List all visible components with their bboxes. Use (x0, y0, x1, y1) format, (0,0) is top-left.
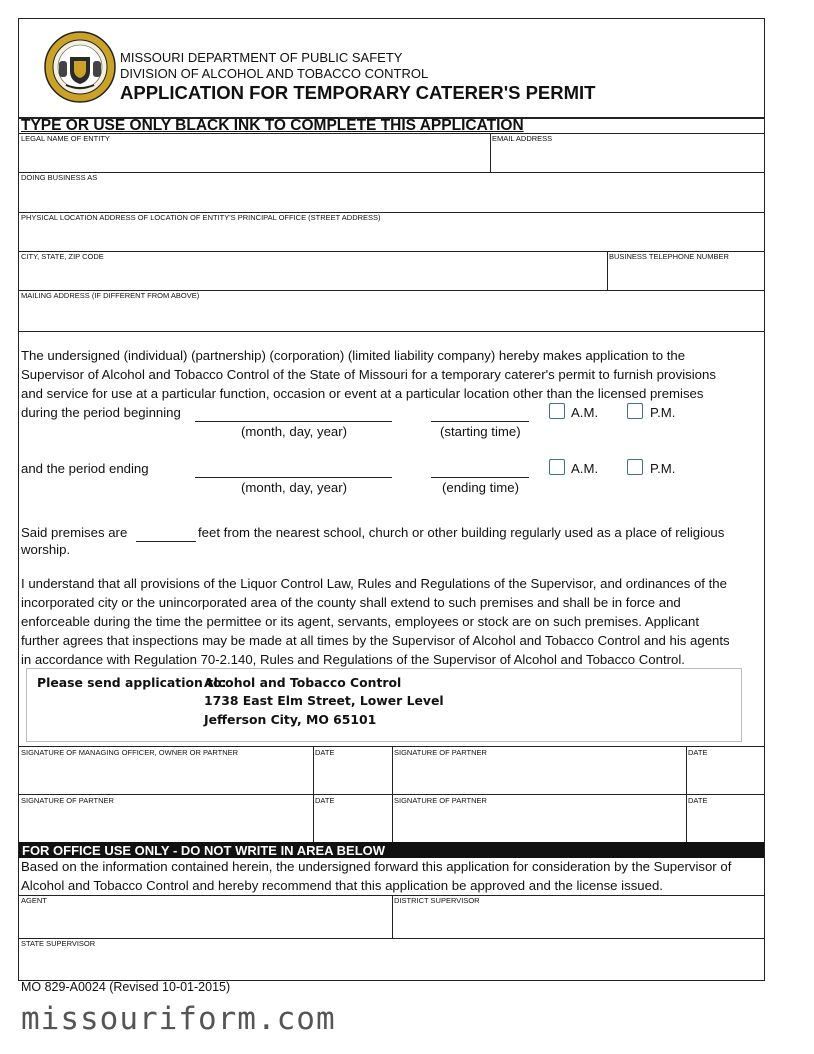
divider (392, 895, 393, 938)
application-text-2: Supervisor of Alcohol and Tobacco Control of the State of Missouri for a temporary caterer's permit to furnish provisions (21, 367, 716, 382)
understanding-text-5: in accordance with Regulation 70-2.140, Rules and Regulations of the Supervisor of Alcohol and Tobacco Control. (21, 652, 685, 667)
date-label: DATE (688, 748, 708, 757)
understanding-text-3: enforceable during the time the permittee or its agent, servants, employees or stock are on such premises. Applicant (21, 614, 700, 629)
district-supervisor-label: DISTRICT SUPERVISOR (394, 896, 480, 905)
division-name: DIVISION OF ALCOHOL AND TOBACCO CONTROL (120, 66, 429, 81)
partner-signature-label: SIGNATURE OF PARTNER (394, 748, 487, 757)
divider (607, 251, 608, 291)
divider (18, 331, 765, 332)
office-use-banner: FOR OFFICE USE ONLY - DO NOT WRITE IN AREA BELOW (19, 842, 764, 858)
begin-pm-label: P.M. (650, 405, 676, 420)
application-text-1: The undersigned (individual) (partnership) (corporation) (limited liability company) hereby makes application to the (21, 348, 686, 363)
end-date-caption: (month, day, year) (241, 480, 348, 495)
understanding-text-1: I understand that all provisions of the Liquor Control Law, Rules and Regulations of the Supervisor, and ordinances of the (21, 576, 727, 591)
partner-signature-label: SIGNATURE OF PARTNER (21, 796, 114, 805)
missouri-seal-icon (44, 31, 116, 103)
department-name: MISSOURI DEPARTMENT OF PUBLIC SAFETY (120, 50, 403, 65)
divider (18, 794, 765, 795)
premises-text-pre: Said premises are (21, 525, 128, 540)
dba-label: DOING BUSINESS AS (21, 173, 98, 182)
send-to-city: Jefferson City, MO 65101 (204, 712, 377, 727)
end-pm-label: P.M. (650, 461, 676, 476)
understanding-text-4: further agrees that inspections may be made at all times by the Supervisor of Alcohol and Tobacco Control and his agents (21, 633, 730, 648)
physical-address-label: PHYSICAL LOCATION ADDRESS OF LOCATION OF ENTITY'S PRINCIPAL OFFICE (STREET ADDRESS) (21, 213, 381, 222)
send-to-name: Alcohol and Tobacco Control (204, 675, 402, 690)
begin-am-label: A.M. (571, 405, 599, 420)
office-use-text-1: Based on the information contained herein, the undersigned forward this application for consideration by the Supervisor of (21, 859, 732, 874)
state-supervisor-label: STATE SUPERVISOR (21, 939, 96, 948)
send-to-label: Please send application to: (37, 675, 227, 690)
application-text-3: and service for use at a particular function, occasion or event at a particular location other than the licensed premises (21, 386, 704, 401)
divider (18, 172, 765, 173)
city-state-zip-label: CITY, STATE, ZIP CODE (21, 252, 104, 261)
end-am-label: A.M. (571, 461, 599, 476)
understanding-text-2: incorporated city or the unincorporated area of the county shall extend to such premises and shall be in force and (21, 595, 681, 610)
date-label: DATE (315, 796, 335, 805)
agent-label: AGENT (21, 896, 47, 905)
form-number: MO 829-A0024 (Revised 10-01-2015) (21, 980, 231, 994)
divider (18, 938, 765, 939)
send-to-street: 1738 East Elm Street, Lower Level (204, 693, 444, 708)
ending-time-caption: (ending time) (442, 480, 519, 495)
business-phone-label: BUSINESS TELEPHONE NUMBER (609, 252, 729, 261)
distance-feet-blank[interactable] (136, 541, 196, 542)
begin-pm-checkbox[interactable] (627, 403, 643, 419)
end-pm-checkbox[interactable] (627, 459, 643, 475)
partner-signature-label: SIGNATURE OF PARTNER (394, 796, 487, 805)
begin-am-checkbox[interactable] (549, 403, 565, 419)
watermark: missouriform.com (21, 1001, 336, 1037)
email-label: EMAIL ADDRESS (492, 134, 553, 143)
date-label: DATE (688, 796, 708, 805)
ink-instruction: TYPE OR USE ONLY BLACK INK TO COMPLETE THIS APPLICATION (21, 117, 524, 134)
premises-text-line2: worship. (21, 542, 71, 557)
form-title: APPLICATION FOR TEMPORARY CATERER'S PERMIT (120, 82, 596, 103)
starting-time-caption: (starting time) (440, 424, 521, 439)
office-use-text-2: Alcohol and Tobacco Control and hereby recommend that this application be approved and the license issued. (21, 878, 663, 893)
period-beginning-label: during the period beginning (21, 405, 181, 420)
date-label: DATE (315, 748, 335, 757)
managing-signature-label: SIGNATURE OF MANAGING OFFICER, OWNER OR PARTNER (21, 748, 239, 757)
end-am-checkbox[interactable] (549, 459, 565, 475)
begin-date-caption: (month, day, year) (241, 424, 348, 439)
legal-name-label: LEGAL NAME OF ENTITY (21, 134, 110, 143)
divider (490, 133, 491, 173)
premises-text-post: feet from the nearest school, church or other building regularly used as a place of religious (198, 525, 725, 540)
mailing-address-label: MAILING ADDRESS (IF DIFFERENT FROM ABOVE) (21, 291, 200, 300)
period-ending-label: and the period ending (21, 461, 149, 476)
divider (18, 133, 765, 134)
